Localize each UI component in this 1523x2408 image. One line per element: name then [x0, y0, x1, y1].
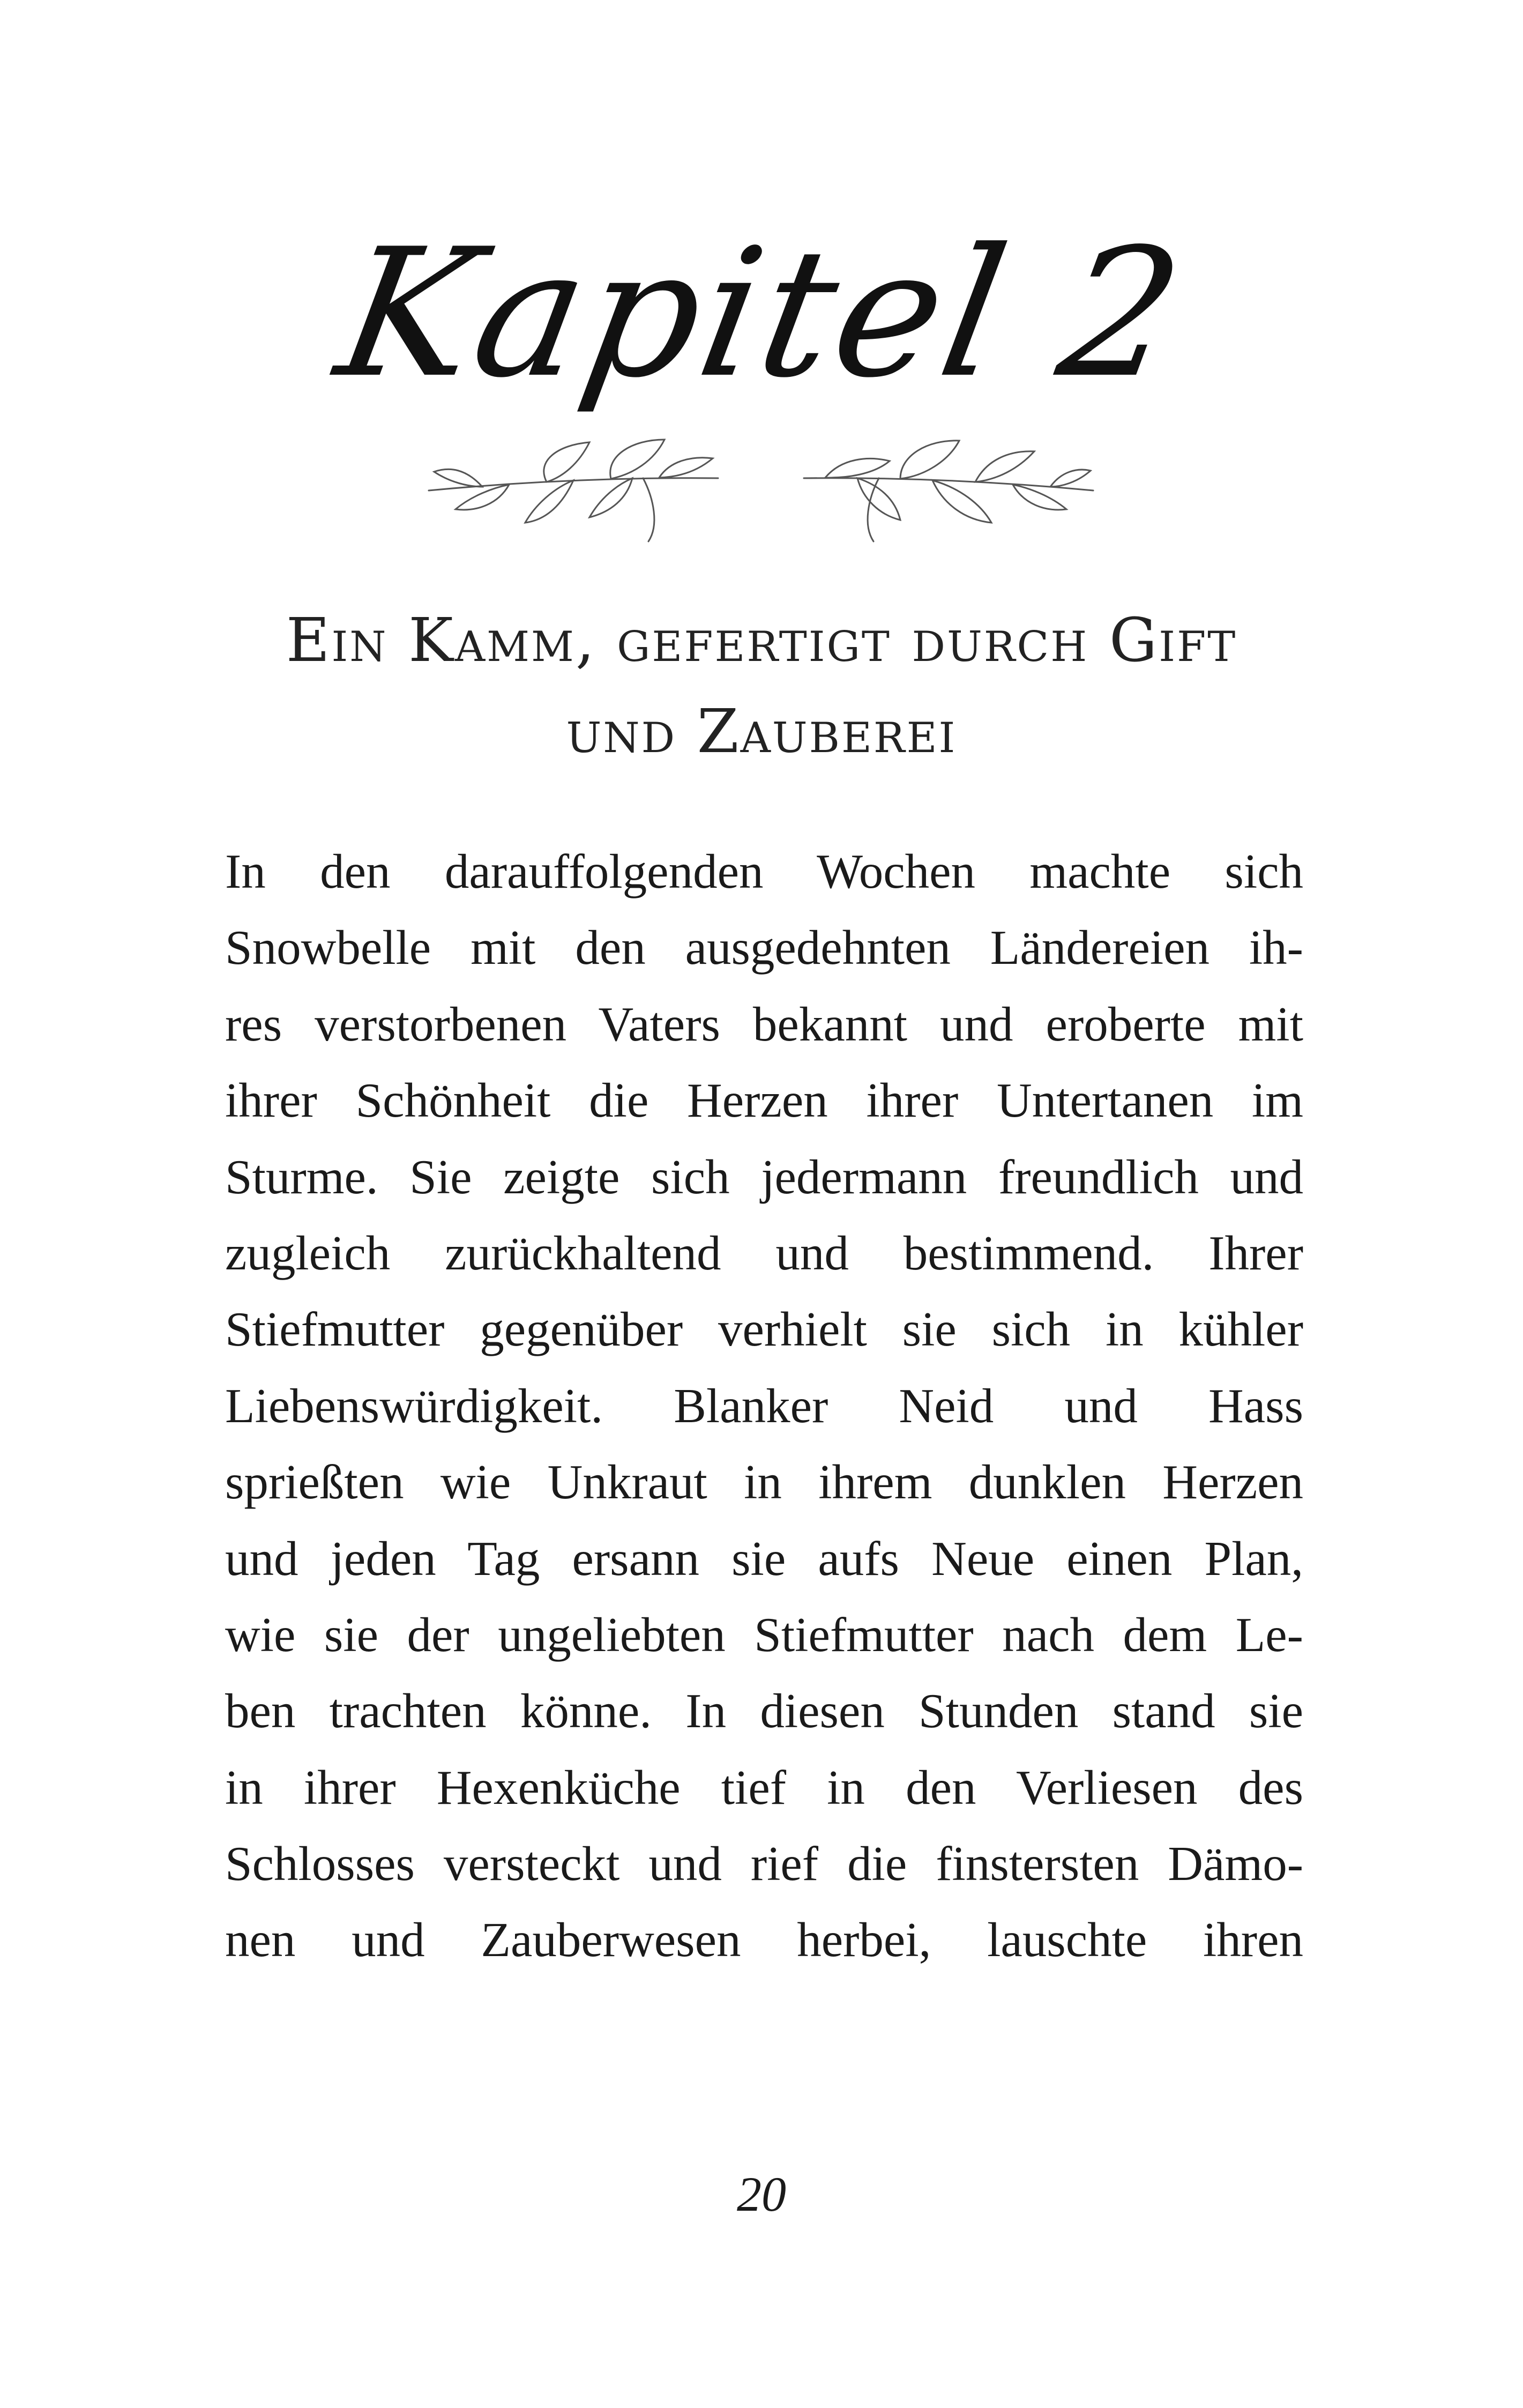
page-number: 20: [737, 2167, 786, 2221]
text-line: Snowbelle mit den ausgedehnten Ländereien ih-: [225, 920, 1303, 975]
text-line: in ihrer Hexenküche tief in den Verliesen des: [225, 1760, 1303, 1815]
text-line: Stiefmutter gegenüber verhielt sie sich in kühler: [225, 1302, 1303, 1357]
text-line: und jeden Tag ersann sie aufs Neue einen Plan,: [225, 1531, 1303, 1586]
text-line: Liebenswürdigkeit. Blanker Neid und Hass: [225, 1378, 1303, 1433]
text-line: Sturme. Sie zeigte sich jedermann freundlich und: [225, 1149, 1303, 1204]
text-line: In den darauffolgenden Wochen machte sich: [225, 844, 1303, 898]
text-line: ben trachten könne. In diesen Stunden stand sie: [225, 1684, 1303, 1738]
chapter-title: Kapitel 2: [324, 211, 1199, 417]
text-line: zugleich zurückhaltend und bestimmend. Ihrer: [225, 1225, 1303, 1280]
text-line: Schlosses versteckt und rief die finstersten Dämo-: [225, 1837, 1303, 1891]
text-line: ihrer Schönheit die Herzen ihrer Untertanen im: [225, 1073, 1303, 1128]
laurel-moon-divider-icon: [418, 418, 1104, 552]
text-line: wie sie der ungeliebten Stiefmutter nach dem Le-: [225, 1607, 1303, 1662]
body-paragraph: [225, 834, 1303, 1979]
text-line: sprießten wie Unkraut in ihrem dunklen Herzen: [225, 1455, 1303, 1510]
chapter-subtitle-line: und Zauberei: [566, 697, 957, 767]
text-line: nen und Zauberwesen herbei, lauschte ihren: [225, 1913, 1303, 1967]
text-line: res verstorbenen Vaters bekannt und eroberte mit: [225, 997, 1303, 1051]
chapter-subtitle: [161, 595, 1362, 777]
chapter-subtitle-line: Ein Kamm, gefertigt durch Gift: [286, 606, 1237, 675]
